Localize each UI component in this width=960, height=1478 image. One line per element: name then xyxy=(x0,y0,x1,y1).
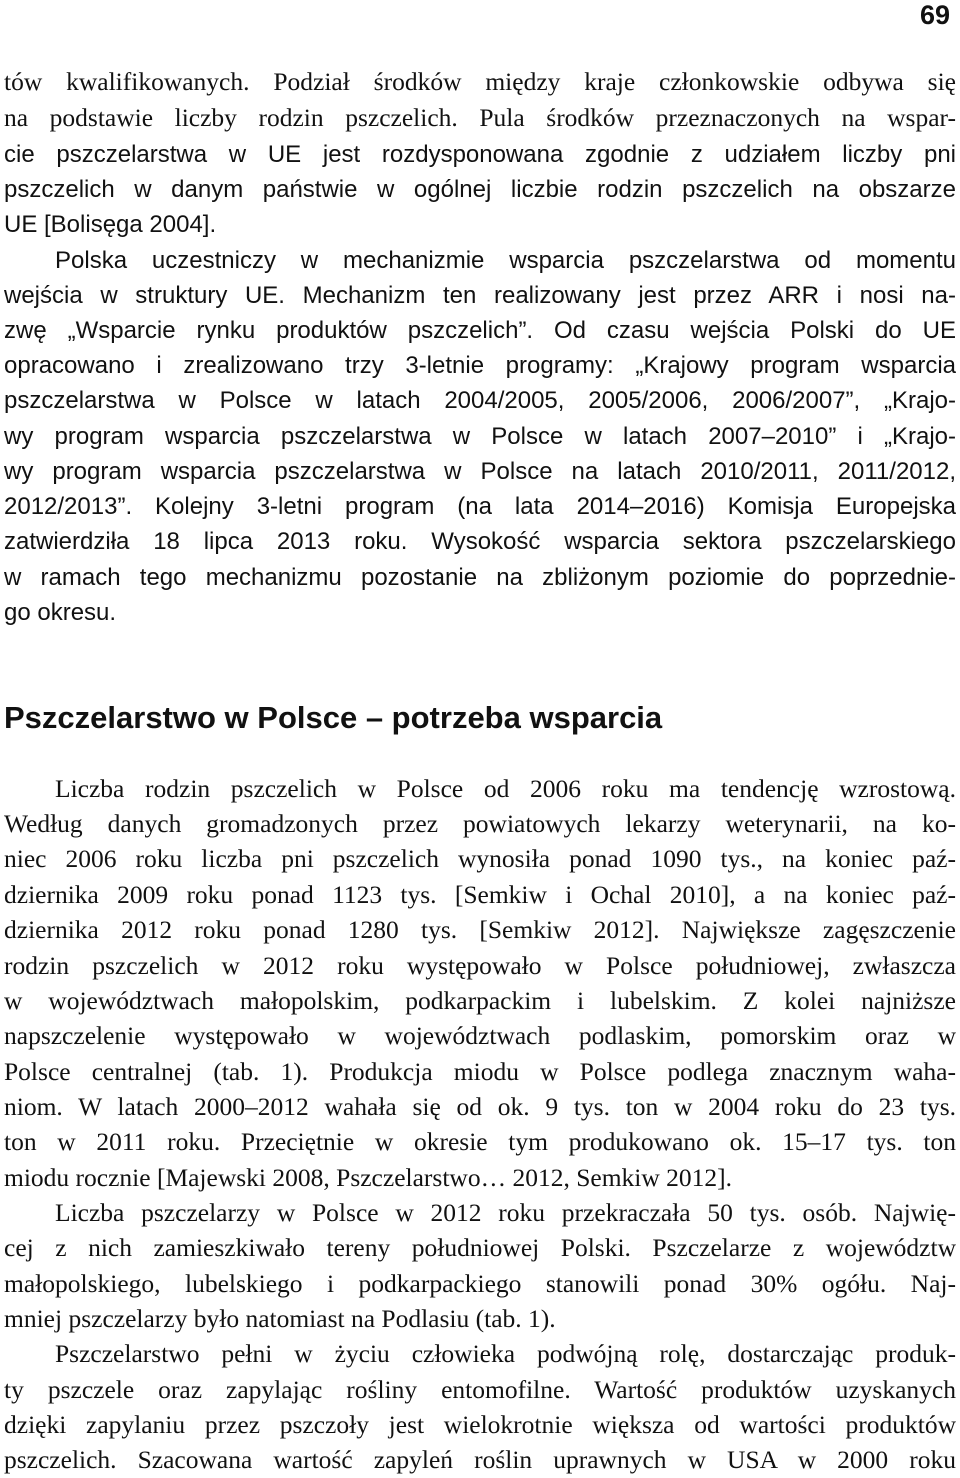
paragraph-line: napszczelenie występowało w województwach podlaskim, pomorskim oraz w xyxy=(4,1021,956,1050)
paragraph-line: Polsce centralnej (tab. 1). Produkcja miodu w Polsce podlega znacznym waha- xyxy=(4,1057,956,1086)
page-number: 69 xyxy=(919,0,950,30)
paragraph-line: wejścia w struktury UE. Mechanizm ten realizowany jest przez ARR i nosi na- xyxy=(4,282,956,309)
paragraph-line: Pszczelarstwo pełni w życiu człowieka podwójną rolę, dostarczając produk- xyxy=(55,1339,956,1368)
paragraph-line: dzięki zapylaniu przez pszczoły jest wielokrotnie większa od wartości produktów xyxy=(4,1410,956,1439)
paragraph-line: ty pszczele oraz zapylając rośliny entomofilne. Wartość produktów uzyskanych xyxy=(4,1375,956,1404)
paragraph-line: w województwach małopolskim, podkarpackim i lubelskim. Z kolei najniższe xyxy=(4,986,956,1015)
paragraph-line: dziernika 2009 roku ponad 1123 tys. [Semkiw i Ochal 2010], a na koniec paź- xyxy=(4,880,956,909)
paragraph-line: niom. W latach 2000–2012 wahała się od ok. 9 tys. ton w 2004 roku do 23 tys. xyxy=(4,1092,956,1121)
paragraph-line: niec 2006 roku liczba pni pszczelich wynosiła ponad 1090 tys., na koniec paź- xyxy=(4,844,956,873)
paragraph-line: zwę „Wsparcie rynku produktów pszczelich”. Od czasu wejścia Polski do UE xyxy=(4,317,956,344)
paragraph-line: Liczba pszczelarzy w Polsce w 2012 roku przekraczała 50 tys. osób. Najwię- xyxy=(55,1198,956,1227)
paragraph-line: w ramach tego mechanizmu pozostanie na zbliżonym poziomie do poprzednie- xyxy=(4,564,956,591)
paragraph-line: rodzin pszczelich w 2012 roku występowało w Polsce południowej, zwłaszcza xyxy=(4,951,956,980)
paragraph-line: mniej pszczelarzy było natomiast na Podlasiu (tab. 1). xyxy=(4,1304,556,1333)
paragraph-line: pszczelarstwa w Polsce w latach 2004/2005, 2005/2006, 2006/2007”, „Krajo- xyxy=(4,387,956,414)
paragraph-line: cej z nich zamieszkiwało tereny południowej Polski. Pszczelarze z województw xyxy=(4,1233,956,1262)
paragraph-line: tów kwalifikowanych. Podział środków między kraje członkowskie odbywa się xyxy=(4,67,956,96)
paragraph-line: wy program wsparcia pszczelarstwa w Polsce na latach 2010/2011, 2011/2012, xyxy=(4,458,956,485)
paragraph-line: ton w 2011 roku. Przeciętnie w okresie tym produkowano ok. 15–17 tys. ton xyxy=(4,1127,956,1156)
paragraph-line: wy program wsparcia pszczelarstwa w Polsce w latach 2007–2010” i „Krajo- xyxy=(4,423,956,450)
paragraph-line: go okresu. xyxy=(4,599,117,626)
paragraph-line: 2012/2013”. Kolejny 3-letni program (na lata 2014–2016) Komisja Europejska xyxy=(4,493,956,520)
paragraph-line: Polska uczestniczy w mechanizmie wsparcia pszczelarstwa od momentu xyxy=(55,247,956,274)
paragraph-line: małopolskiego, lubelskiego i podkarpackiego stanowili ponad 30% ogółu. Naj- xyxy=(4,1269,956,1298)
paragraph-line: opracowano i zrealizowano trzy 3-letnie programy: „Krajowy program wsparcia xyxy=(4,352,956,379)
paragraph-line: cie pszczelarstwa w UE jest rozdysponowana zgodnie z udziałem liczby pni xyxy=(4,141,956,168)
paragraph-line: pszczelich. Szacowana wartość zapyleń roślin uprawnych w USA w 2000 roku xyxy=(4,1445,956,1474)
paragraph-line: Według danych gromadzonych przez powiatowych lekarzy weterynarii, na ko- xyxy=(4,809,956,838)
paragraph-line: UE [Bolisęga 2004]. xyxy=(4,211,217,238)
paragraph-line: dziernika 2012 roku ponad 1280 tys. [Semkiw 2012]. Największe zagęszczenie xyxy=(4,915,956,944)
paragraph-line: pszczelich w danym państwie w ogólnej liczbie rodzin pszczelich na obszarze xyxy=(4,176,956,203)
paragraph-line: Liczba rodzin pszczelich w Polsce od 2006 roku ma tendencję wzrostową. xyxy=(55,774,956,803)
section-heading: Pszczelarstwo w Polsce – potrzeba wsparcia xyxy=(4,700,663,735)
paragraph-line: na podstawie liczby rodzin pszczelich. Pula środków przeznaczonych na wspar- xyxy=(4,103,956,132)
paragraph-line: zatwierdziła 18 lipca 2013 roku. Wysokość wsparcia sektora pszczelarskiego xyxy=(4,528,956,555)
paragraph-line: miodu rocznie [Majewski 2008, Pszczelarstwo… 2012, Semkiw 2012]. xyxy=(4,1163,733,1192)
